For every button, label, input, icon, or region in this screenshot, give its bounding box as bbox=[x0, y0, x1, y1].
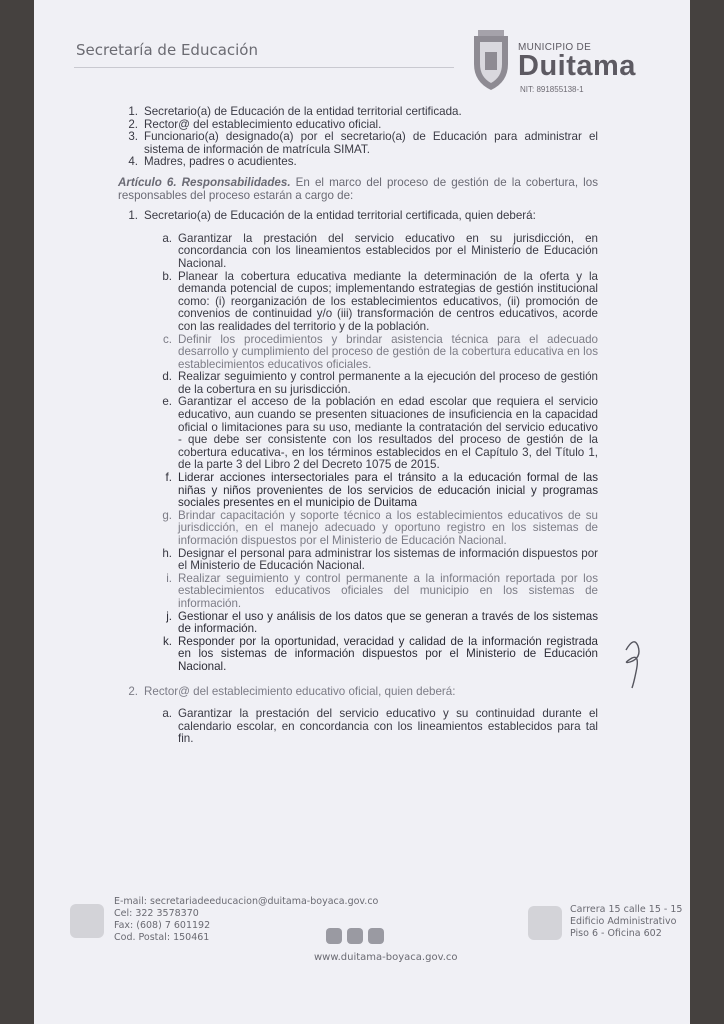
list-item: 2. Rector@ del establecimiento educativo oficial. bbox=[128, 117, 382, 131]
section-2-items bbox=[144, 708, 598, 746]
logo-nit: NIT: 891855138-1 bbox=[520, 85, 584, 94]
instagram-icon[interactable] bbox=[347, 928, 363, 944]
section-1-items bbox=[144, 233, 598, 674]
postal-text: Cod. Postal: 150461 bbox=[114, 932, 210, 943]
section-heading: 2. Rector@ del establecimiento educativo oficial, quien deberá: bbox=[128, 684, 456, 698]
address bbox=[570, 904, 682, 940]
phone-icon bbox=[70, 904, 104, 938]
fax-text: Fax: (608) 7 601192 bbox=[114, 920, 211, 931]
list-item: a. Garantizar la prestación del servicio educativo en su jurisdicción, en concordancia con los lineamientos establecidos por el Ministerio de Educación Nacional. bbox=[162, 231, 598, 270]
list-item: 4. Madres, padres o acudientes. bbox=[128, 155, 297, 169]
list-item: h. Designar el personal para administrar los sistemas de información dispuestos por el Ministerio de Educación Nacional. bbox=[162, 546, 598, 573]
intro-list bbox=[118, 106, 598, 169]
header-divider bbox=[74, 67, 454, 68]
email-text: E-mail: secretariadeeducacion@duitama-boyaca.gov.co bbox=[114, 896, 379, 907]
document-body bbox=[118, 106, 598, 746]
list-item: c. Definir los procedimientos y brindar asistencia técnica para el adecuado desarrollo y cumplimiento del proceso de gestión de la cobertura educativa en los establecimientos educativos oficiales. bbox=[162, 332, 598, 371]
list-item: a. Garantizar la prestación del servicio educativo y su continuidad durante el calendario escolar, en concordancia con los lineamientos establecidos para tal fin. bbox=[162, 707, 598, 746]
location-pin-icon bbox=[528, 906, 562, 940]
cel-text: Cel: 322 3578370 bbox=[114, 908, 199, 919]
youtube-icon[interactable] bbox=[368, 928, 384, 944]
document-page bbox=[34, 0, 690, 1024]
list-item: j. Gestionar el uso y análisis de los datos que se generan a través de los sistemas de información. bbox=[166, 609, 598, 636]
address-line: Carrera 15 calle 15 - 15 bbox=[570, 904, 683, 915]
list-item: d. Realizar seguimiento y control permanente a la ejecución del proceso de gestión de la cobertura en su jurisdicción. bbox=[162, 370, 598, 396]
list-item: k. Responder por la oportunidad, veracidad y calidad de la información registrada en los sistemas de información dispuestos por el Ministerio de Educación Nacional. bbox=[162, 634, 598, 673]
article-heading: Artículo 6. Responsabilidades. bbox=[118, 175, 291, 189]
department-title: Secretaría de Educación bbox=[76, 41, 258, 59]
list-item: e. Garantizar el acceso de la población en edad escolar que requiera el servicio educativo, aun cuando se presenten situaciones de insuficiencia en la capacidad oficial o limitaciones para su uso, mediante la contratación del servicio educativo - que debe ser consistente con los resultados del proceso de gestión de la cobertura educativa-, en los términos establecidos en el Capítulo 3, del Título 1, de la parte 3 del Libro 2 del Decreto 1075 de 2015. bbox=[162, 395, 598, 472]
article-text: En el marco del proceso de gestión de la cobertura, los responsables del proceso estarán a cargo de: bbox=[118, 175, 599, 202]
municipality-logo bbox=[468, 28, 658, 100]
logo-subtitle: MUNICIPIO DE bbox=[518, 42, 592, 53]
handwritten-initial bbox=[618, 632, 648, 692]
list-item: g. Brindar capacitación y soporte técnico a los establecimientos educativos de su jurisdicción, en el manejo adecuado y oportuno registro en los sistemas de información dispuestos por el Ministerio de Educación Nacional. bbox=[162, 508, 598, 547]
section-heading: 1. Secretario(a) de Educación de la entidad territorial certificada, quien deberá: bbox=[128, 209, 536, 223]
list-item: 1. Secretario(a) de Educación de la entidad territorial certificada. bbox=[128, 105, 462, 118]
logo-name: Duitama bbox=[518, 50, 636, 82]
address-line: Edificio Administrativo bbox=[570, 916, 677, 927]
list-item: f. Liderar acciones intersectoriales para el tránsito a la educación formal de las niñas y niños provenientes de los servicios de educación inicial y programas sociales presentes en el municipio de Duitama bbox=[165, 471, 598, 510]
page-footer bbox=[64, 896, 684, 986]
social-icons bbox=[326, 928, 389, 948]
address-line: Piso 6 - Oficina 602 bbox=[570, 928, 662, 939]
coat-of-arms-icon bbox=[468, 28, 514, 92]
article-6-paragraph bbox=[118, 177, 598, 202]
list-item: i. Realizar seguimiento y control permanente a la información reportada por los establecimientos educativos oficiales del municipio en los sistemas de información. bbox=[166, 571, 598, 610]
website-link[interactable]: www.duitama-boyaca.gov.co bbox=[314, 952, 458, 963]
list-item: b. Planear la cobertura educativa mediante la determinación de la oferta y la demanda potencial de cupos; implementando estrategias de gestión institucional como: (i) reorganización de los establecimientos educativos, (ii) promoción de convenios de continuidad y/o (iii) transformación de centros educativos, acorde con las realidades del territorio y de la población. bbox=[162, 269, 598, 333]
list-item: 3. Funcionario(a) designado(a) por el secretario(a) de Educación para administrar el sistema de información de matrícula SIMAT. bbox=[128, 130, 598, 156]
facebook-icon[interactable] bbox=[326, 928, 342, 944]
